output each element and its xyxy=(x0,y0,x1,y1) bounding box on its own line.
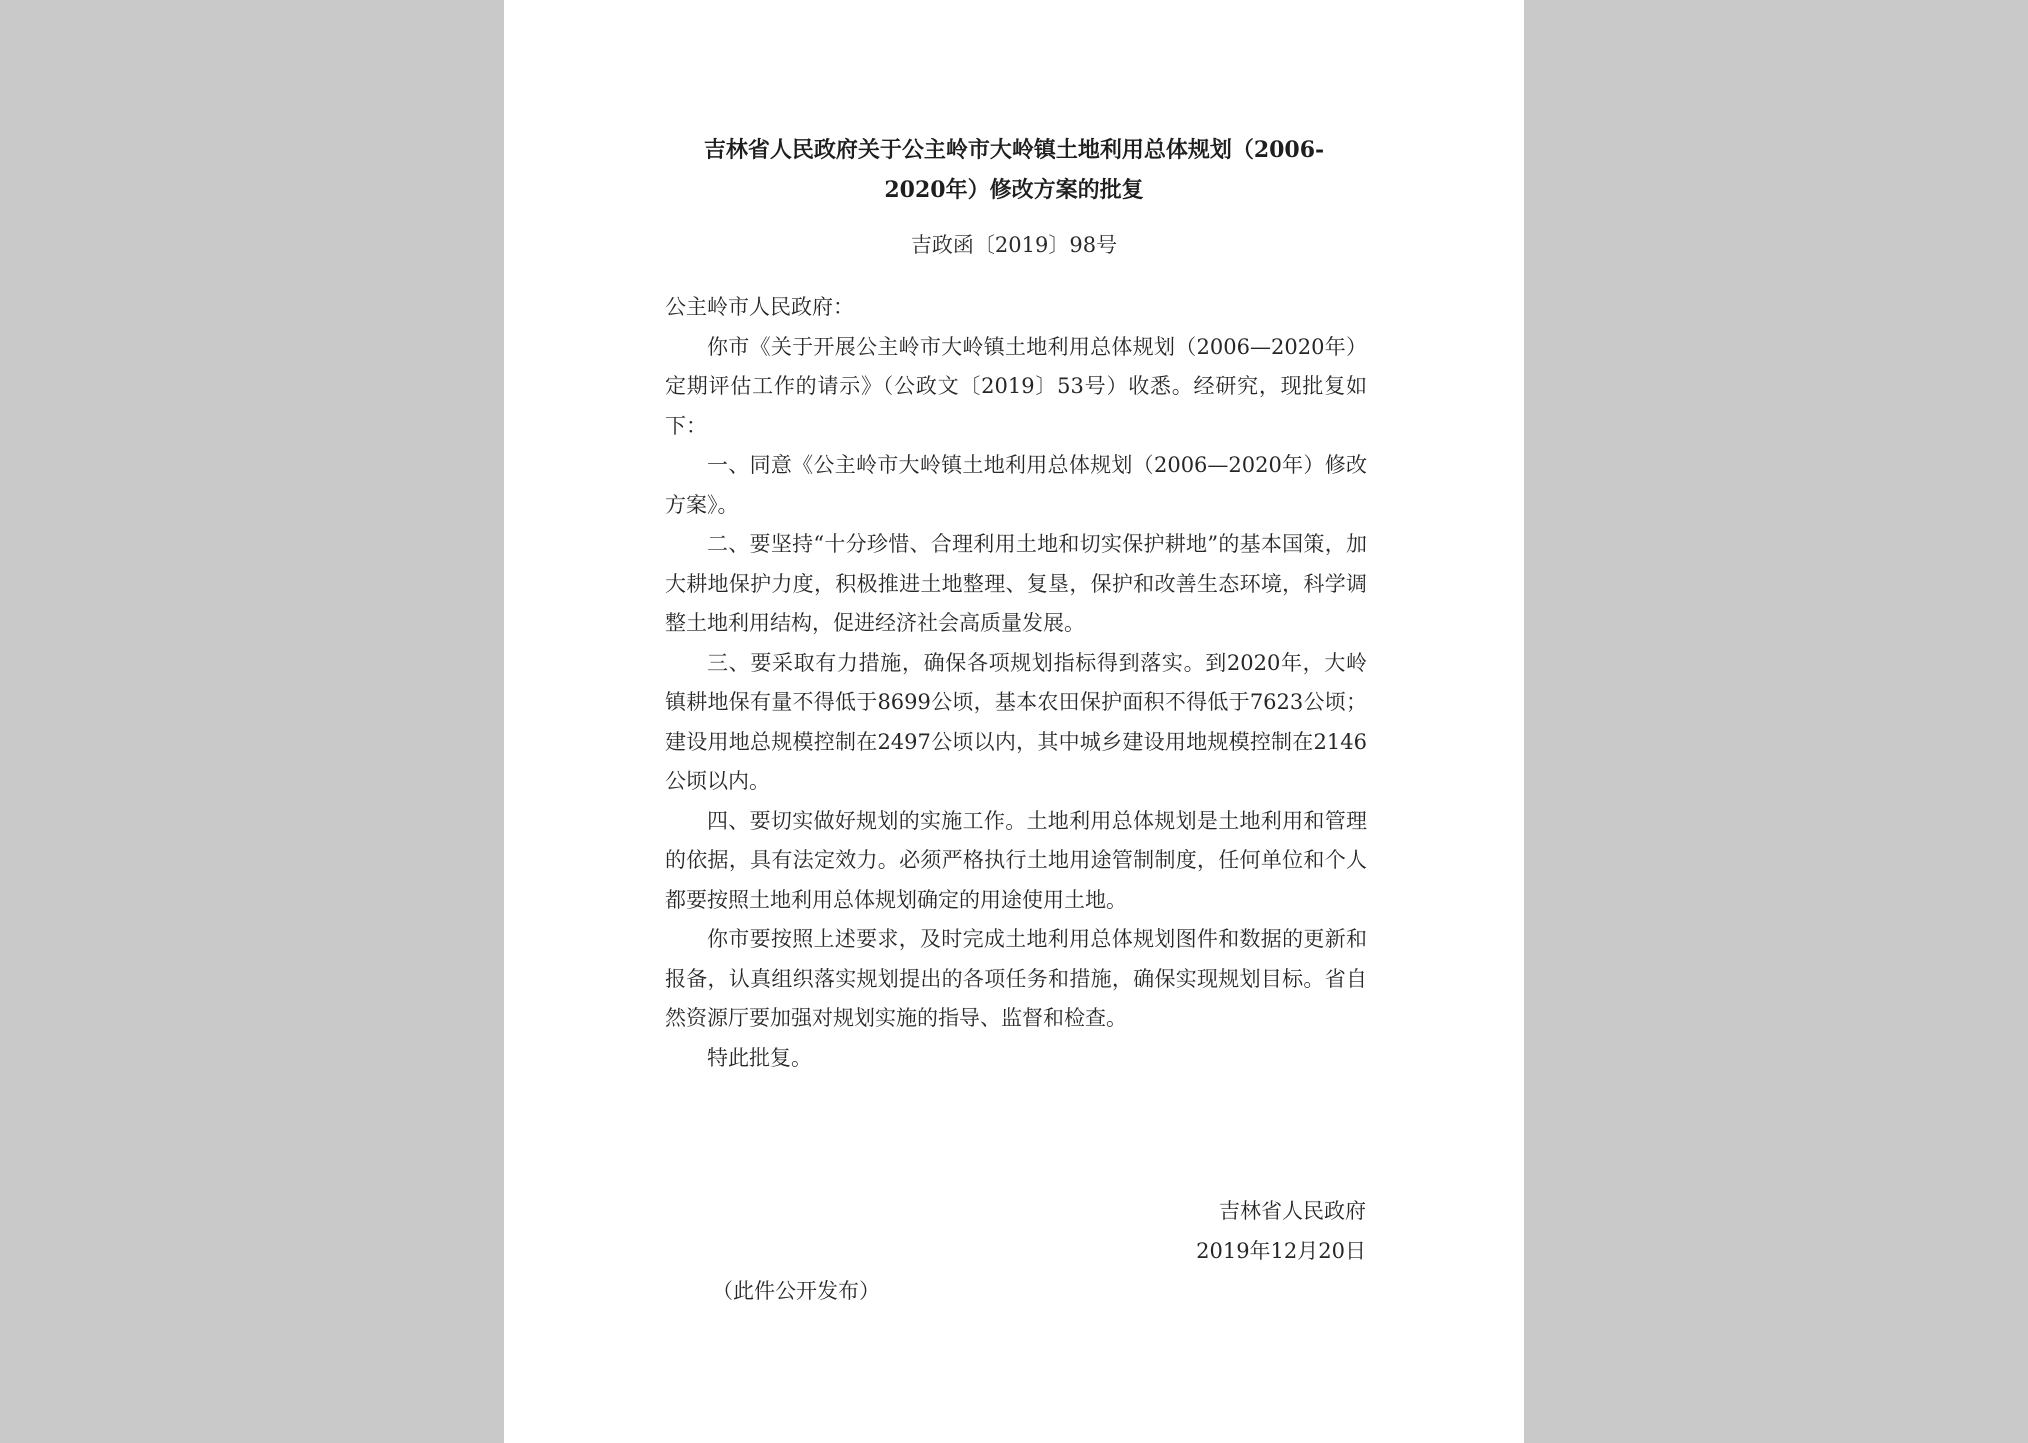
title-line-1: 吉林省人民政府关于公主岭市大岭镇土地利用总体规划（2006- xyxy=(703,137,1325,163)
signature-date: 2019年12月20日 xyxy=(1196,1238,1366,1263)
paragraph-item-4: 四、要切实做好规划的实施工作。土地利用总体规划是土地利用和管理的依据，具有法定效力。必须严格执行土地用途管制制度，任何单位和个人都要按照土地利用总体规划确定的用途使用土地。 xyxy=(665,808,1367,912)
signature-organization: 吉林省人民政府 xyxy=(1219,1199,1366,1223)
document-page xyxy=(504,0,1524,1443)
document-title xyxy=(664,130,1364,210)
paragraph-intro: 你市《关于开展公主岭市大岭镇土地利用总体规划（2006—2020年）定期评估工作的请示》（公政文〔2019〕53号）收悉。经研究，现批复如下： xyxy=(665,334,1367,438)
document-body xyxy=(665,288,1367,1078)
paragraph-closing: 特此批复。 xyxy=(707,1045,812,1070)
paragraph-requirements: 你市要按照上述要求，及时完成土地利用总体规划图件和数据的更新和报备，认真组织落实规划提出的各项任务和措施，确保实现规划目标。省自然资源厅要加强对规划实施的指导、监督和检查。 xyxy=(665,927,1367,1030)
paragraph-item-2: 二、要坚持“十分珍惜、合理利用土地和切实保护耕地”的基本国策，加大耕地保护力度，积极推进土地整理、复垦，保护和改善生态环境，科学调整土地利用结构，促进经济社会高质量发展。 xyxy=(665,532,1367,635)
publication-note: （此件公开发布） xyxy=(712,1279,880,1303)
document-number: 吉政函〔2019〕98号 xyxy=(910,233,1118,257)
signature-block xyxy=(1064,1192,1366,1271)
paragraph-item-3: 三、要采取有力措施，确保各项规划指标得到落实。到2020年，大岭镇耕地保有量不得低于8699公顷，基本农田保护面积不得低于7623公顷；建设用地总规模控制在2497公顷以内，其中城乡建设用地规模控制在2146公顷以内。 xyxy=(665,650,1367,793)
salutation: 公主岭市人民政府： xyxy=(665,295,854,319)
title-line-2: 2020年）修改方案的批复 xyxy=(884,177,1144,203)
paragraph-item-1: 一、同意《公主岭市大岭镇土地利用总体规划（2006—2020年）修改方案》。 xyxy=(665,453,1367,517)
